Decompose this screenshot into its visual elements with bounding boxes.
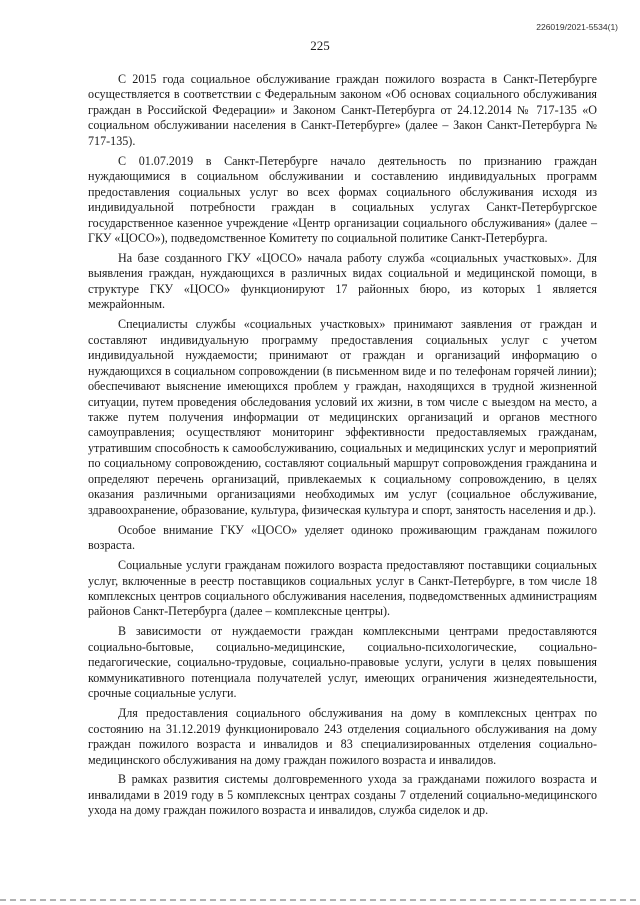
scan-edge-artifact	[0, 899, 640, 901]
paragraph-service-types: В зависимости от нуждаемости граждан комплексными центрами предоставляются социально-бытовые, социально-медицинские, социально-психологические, социально-педагогические, социально-трудовые, социально-правовые услуги, услуги в целях повышения коммуникативного потенциала получателей услуг, имеющих ограничения жизнедеятельности, срочные социальные услуги.	[88, 624, 597, 701]
paragraph-home-care-departments: Для предоставления социального обслуживания на дому в комплексных центрах по состоянию на 31.12.2019 функционировало 243 отделения социального обслуживания на дому граждан пожилого возраста и инвалидов и 83 специализированных отделения социально-медицинского обслуживания на дому граждан пожилого возраста и инвалидов.	[88, 706, 597, 767]
paragraph-lonely-elderly: Особое внимание ГКУ «ЦОСО» уделяет одиноко проживающим гражданам пожилого возраста.	[88, 522, 597, 553]
document-registration-number: 226019/2021-5534(1)	[536, 22, 618, 32]
document-body	[88, 72, 597, 823]
paragraph-service-providers: Социальные услуги гражданам пожилого возраста предоставляют поставщики социальных услуг, включенные в реестр поставщиков социальных услуг в Санкт-Петербурге, в том числе 18 комплексных центров социального обслуживания населения, подведомственных администрациям районов Санкт-Петербурга (далее – комплексные центры).	[88, 558, 597, 619]
paragraph-tsoso-founding: С 01.07.2019 в Санкт-Петербурге начало деятельность по признанию граждан нуждающимися в социальном обслуживании и составлению индивидуальных программ предоставления социальных услуг во всех формах социального обслуживания исходя из индивидуальной потребности граждан в социальных услугах Санкт-Петербургское государственное казенное учреждение «Центр организации социального обслуживания» (далее – ГКУ «ЦОСО»), подведомственное Комитету по социальной политике Санкт-Петербурга.	[88, 153, 597, 246]
paragraph-long-term-care: В рамках развития системы долговременного ухода за гражданами пожилого возраста и инвалидами в 2019 году в 5 комплексных центрах созданы 7 отделений социально-медицинского ухода на дому граждан пожилого возраста и инвалидов, служба сиделок и др.	[88, 772, 597, 818]
paragraph-specialists-duties: Специалисты службы «социальных участковых» принимают заявления от граждан и составляют индивидуальную программу предоставления социальных услуг с учетом индивидуальной нуждаемости; принимают от граждан и организаций информацию о нуждающихся в социальном сопровождении (в письменном виде и по телефонам горячей линии); обеспечивают выяснение имеющихся проблем у граждан, находящихся в трудной жизненной ситуации, путем проведения обследования условий их жизни, в том числе с выездом на место, а также путем получения информации от медицинских организаций и органов местного самоуправления; осуществляют мониторинг эффективности предоставляемых гражданам, утратившим способность к самообслуживанию, социальных и медицинских услуг и мероприятий по социальному сопровождению, составляют социальный маршрут сопровождения гражданина и определяют перечень организаций, привлекаемых к социальному сопровождению, в целях оказания различными организациями необходимых им услуг (социальное обслуживание, здравоохранение, образование, культура, физическая культура и спорт, занятость населения и др.).	[88, 317, 597, 517]
paragraph-legal-basis: С 2015 года социальное обслуживание граждан пожилого возраста в Санкт-Петербурге осуществляется в соответствии с Федеральным законом «Об основах социального обслуживания граждан в Российской Федерации» и Законом Санкт-Петербурга от 24.12.2014 № 717-135 «О социальном обслуживании населения в Санкт-Петербурге» (далее – Закон Санкт-Петербурга № 717-135).	[88, 72, 597, 148]
paragraph-social-district-service: На базе созданного ГКУ «ЦОСО» начала работу служба «социальных участковых». Для выявления граждан, нуждающихся в различных видах социальной и медицинской помощи, в структуре ГКУ «ЦОСО» функционируют 17 районных бюро, из которых 1 является межрайонным.	[88, 250, 597, 312]
page-number: 225	[310, 38, 330, 53]
